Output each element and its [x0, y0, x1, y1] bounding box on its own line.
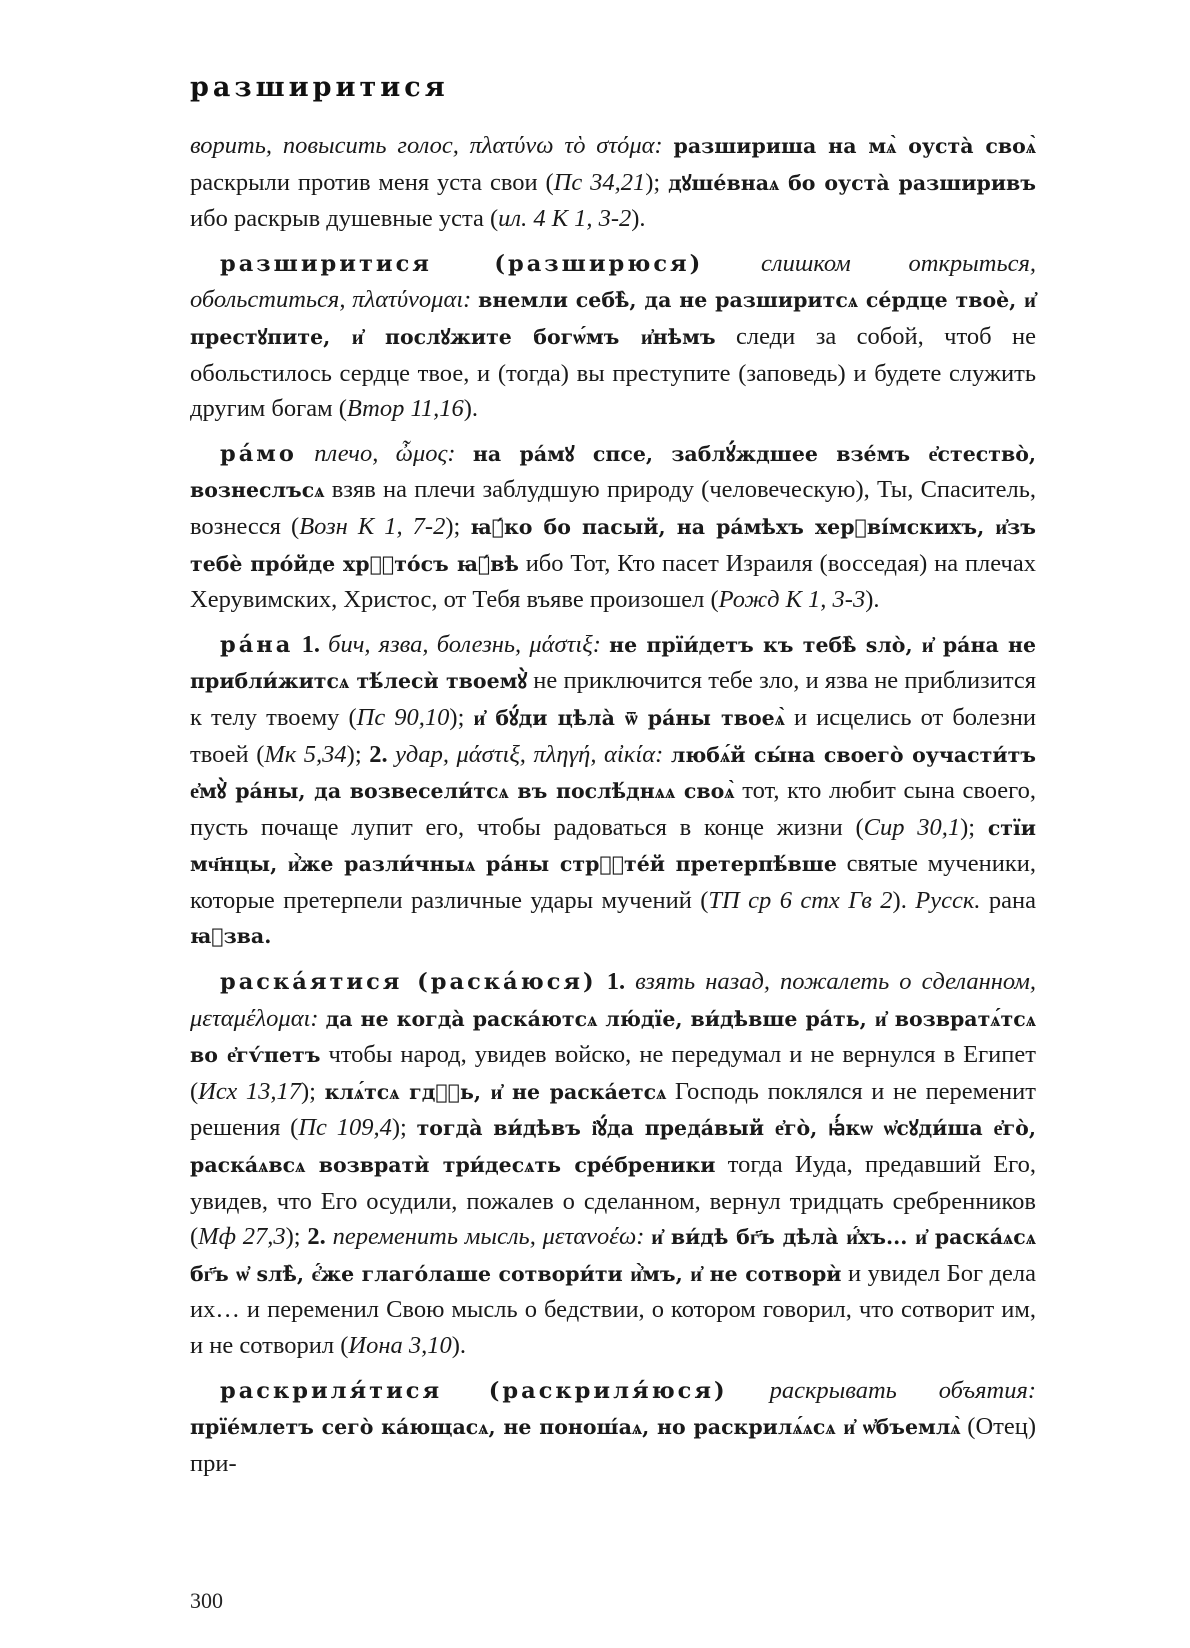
church-slavonic-quote: любѧ́й сы́на своего̀ оучасти́тъ е҆мꙋ̀ ра́ны, да возвесели́тсѧ въ послѣ́днѧѧ своѧ̀	[190, 742, 1037, 804]
italic-gloss: слишком открыться, обольститься, πλατύνομαι:	[190, 249, 1036, 314]
translation-text	[388, 741, 396, 768]
italic-gloss: Русск.	[915, 886, 981, 914]
church-slavonic-quote: стїи мч҃нцы, и҆̀же разли́чныѧ ра́ны стрⷭ҇те́й претерпѣ́вше	[190, 815, 1037, 877]
translation-text	[297, 440, 314, 467]
translation-text: );	[301, 1077, 325, 1105]
running-head: разширитися	[190, 72, 449, 103]
translation-text	[293, 631, 301, 658]
translation-text	[625, 968, 635, 995]
italic-gloss: Пс 109,4	[298, 1114, 392, 1142]
translation-text: ).	[451, 1332, 467, 1359]
italic-gloss: Мф 27,3	[198, 1223, 286, 1251]
translation-text: ).	[892, 886, 916, 914]
church-slavonic-quote: прїе́млетъ сего̀ ка́ющасѧ, не понош́аѧ, но раскрилѧ́ѧсѧ и҆ ѡ҆бъемлѧ̀	[190, 1415, 961, 1440]
headword: ра́на	[220, 631, 294, 658]
italic-gloss: Мк 5,34	[264, 740, 347, 768]
italic-gloss: Сир 30,1	[863, 813, 961, 841]
translation-text: );	[960, 813, 988, 841]
translation-text: рана	[980, 886, 1036, 914]
church-slavonic-quote: ꙗ҆зва.	[190, 924, 272, 949]
translation-text: следи за собой, чтоб не обольстилось сердце твое, и (тогда) вы преступите (заповедь) и будете служить другим богам (	[190, 322, 1036, 423]
translation-text: и увидел Бог дела их… и переменил Свою мысль о бедствии, о котором говорил, что сотворит им, и не сотворил (	[190, 1259, 1036, 1359]
entry-continuation	[190, 128, 1036, 237]
translation-text: );	[391, 1114, 417, 1142]
italic-gloss: ТП ср 6 стх Гв 2	[708, 886, 893, 914]
church-slavonic-quote: дꙋше́внаѧ бо оуста̀ разширивъ	[668, 170, 1036, 195]
church-slavonic-quote: и҆ бꙋ́ди цѣла̀ ѿ ра́ны твоеѧ̀	[473, 705, 785, 730]
italic-gloss: Рожд К 1, 3-3	[718, 586, 866, 614]
italic-gloss: ил. 4 К 1, 3-2	[498, 205, 632, 233]
church-slavonic-quote: да не когда̀ раска́ютсѧ лю́дїе, ви́дѣвше ра́ть, и҆ возвратѧ́тсѧ во е҆гѵ́петъ	[190, 1006, 1036, 1068]
translation-text: взяв на плечи заблудшую природу (человеческую), Ты, Спаситель, вознесся (	[190, 476, 1036, 540]
translation-text	[728, 1377, 770, 1404]
italic-gloss: Втор 11,16	[346, 395, 464, 423]
translation-text: ибо раскрыв душевные уста (	[190, 205, 499, 233]
sense-number: 2.	[307, 1223, 326, 1251]
italic-gloss: Иона 3,10	[348, 1332, 452, 1359]
italic-gloss: раскрывать объятия:	[769, 1376, 1036, 1404]
translation-text: );	[445, 512, 471, 540]
italic-gloss: Пс 90,10	[356, 703, 450, 731]
church-slavonic-quote: разширишa на мѧ̀ оуста̀ своѧ̀	[673, 134, 1036, 158]
church-slavonic-quote: внемли себѣ̀, да не разширитсѧ се́рдце твоѐ, и҆ престꙋпите, и҆ послꙋжите богѡ́мъ и҆нѣмъ	[190, 288, 1036, 349]
dictionary-entry	[190, 1373, 1036, 1482]
translation-text: и исцелись от болезни твоей (	[190, 703, 1037, 768]
headword: раска́ятися (раска́юся)	[220, 969, 597, 996]
italic-gloss: удар, μάστιξ, πληγή, αἰκία:	[395, 740, 671, 768]
translation-text: ибо Тот, Кто пасет Израиля (восседая) на плечах Херувимских, Христос, от Тебя въяве произошел (	[190, 549, 1036, 614]
italic-gloss: плечо, ὦμος:	[314, 439, 473, 467]
headword: раскриля́тися (раскриля́юся)	[220, 1377, 728, 1404]
translation-text: (Отец) при-	[190, 1413, 1036, 1477]
translation-text: );	[449, 703, 474, 731]
sense-number: 2.	[369, 740, 388, 768]
church-slavonic-quote: тогда̀ ви́дѣвъ і҆ꙋ́да преда́вый е҆го̀, ꙗ҆́кѡ ѡ҆сꙋди́ша е҆го̀, раска́ѧвсѧ возвратѝ три́десѧть сре́бреники	[190, 1116, 1036, 1178]
italic-gloss: бич, язва, болезнь, μάστιξ:	[328, 630, 610, 658]
dictionary-entry	[190, 964, 1036, 1364]
headword: разширитися (разширюся)	[220, 250, 704, 277]
church-slavonic-quote: клѧ́тсѧ гдⷭ҇ь, и҆ не раска́етсѧ	[324, 1079, 667, 1104]
church-slavonic-quote: и҆ ви́дѣ бг҃ъ дѣла̀ и҆́хъ... и҆ раска́ѧсѧ бг҃ъ ѡ҆ ѕлѣ̀, є҆́же глаго́лаше сотвори́ти и҆̀мъ, и҆ не сотворѝ	[190, 1225, 1037, 1286]
translation-text	[320, 631, 328, 658]
entries-body	[190, 128, 1036, 1490]
church-slavonic-quote: не прїи́детъ къ тебѣ̀ ѕло̀, и҆ ра́на не прибли́житсѧ тѣ́лесѝ твоемꙋ̀	[190, 632, 1036, 694]
italic-gloss: ворить, повысить голос, πλατύνω τὸ στόμα:	[190, 132, 674, 159]
translation-text: ).	[463, 395, 479, 423]
translation-text: раскрыли против меня уста свои (	[190, 168, 554, 196]
translation-text: );	[346, 740, 370, 768]
church-slavonic-quote: на ра́мꙋ спсе, заблꙋ́ждшее взе́мъ е҆стество̀, вознеслъсѧ	[190, 441, 1037, 503]
translation-text	[326, 1223, 333, 1250]
translation-text: чтобы народ, увидев войско, не передумал и не вернулся в Египет (	[190, 1041, 1036, 1105]
italic-gloss: Исх 13,17	[198, 1077, 302, 1105]
page-number: 300	[190, 1588, 223, 1613]
headword: ра́мо	[220, 440, 297, 467]
dictionary-entry	[190, 246, 1036, 427]
sense-number: 1.	[606, 968, 626, 996]
dictionary-entry	[190, 627, 1036, 955]
italic-gloss: Пс 34,21	[553, 168, 646, 196]
dictionary-entry	[190, 436, 1036, 618]
translation-text: );	[645, 168, 669, 196]
italic-gloss: взять назад, пожалеть о сделанном, μεταμέλομαι:	[190, 968, 1037, 1032]
translation-text: святые мученики, которые претерпели различные удары мучений (	[190, 850, 1036, 914]
translation-text: тогда Иуда, предавший Его, увидев, что Его осудили, пожалев о сделанном, вернул тридцать сребренников (	[190, 1151, 1036, 1251]
translation-text: Господь поклялся и не переменит решения (	[190, 1077, 1036, 1142]
translation-text: тот, кто любит сына своего, пусть почаще лупит его, чтобы радоваться в конце жизни (	[190, 777, 1036, 841]
translation-text: ).	[631, 205, 646, 233]
translation-text: ).	[865, 586, 880, 614]
sense-number: 1.	[301, 630, 320, 658]
italic-gloss: Возн К 1, 7-2	[299, 512, 446, 540]
translation-text: не приключится тебе зло, и язва не приблизится к телу твоему (	[190, 667, 1036, 731]
translation-text: );	[285, 1223, 308, 1251]
church-slavonic-quote: ꙗ҆́ко бо пасый, на ра́мѣхъ херꙋві́мскихъ, и҆зъ тебѐ про́йде хрⷭ҇то́съ ꙗ҆́вѣ	[190, 514, 1036, 576]
italic-gloss: переменить мысль, μετανοέω:	[332, 1223, 652, 1251]
translation-text	[703, 250, 761, 277]
translation-text	[597, 968, 607, 995]
